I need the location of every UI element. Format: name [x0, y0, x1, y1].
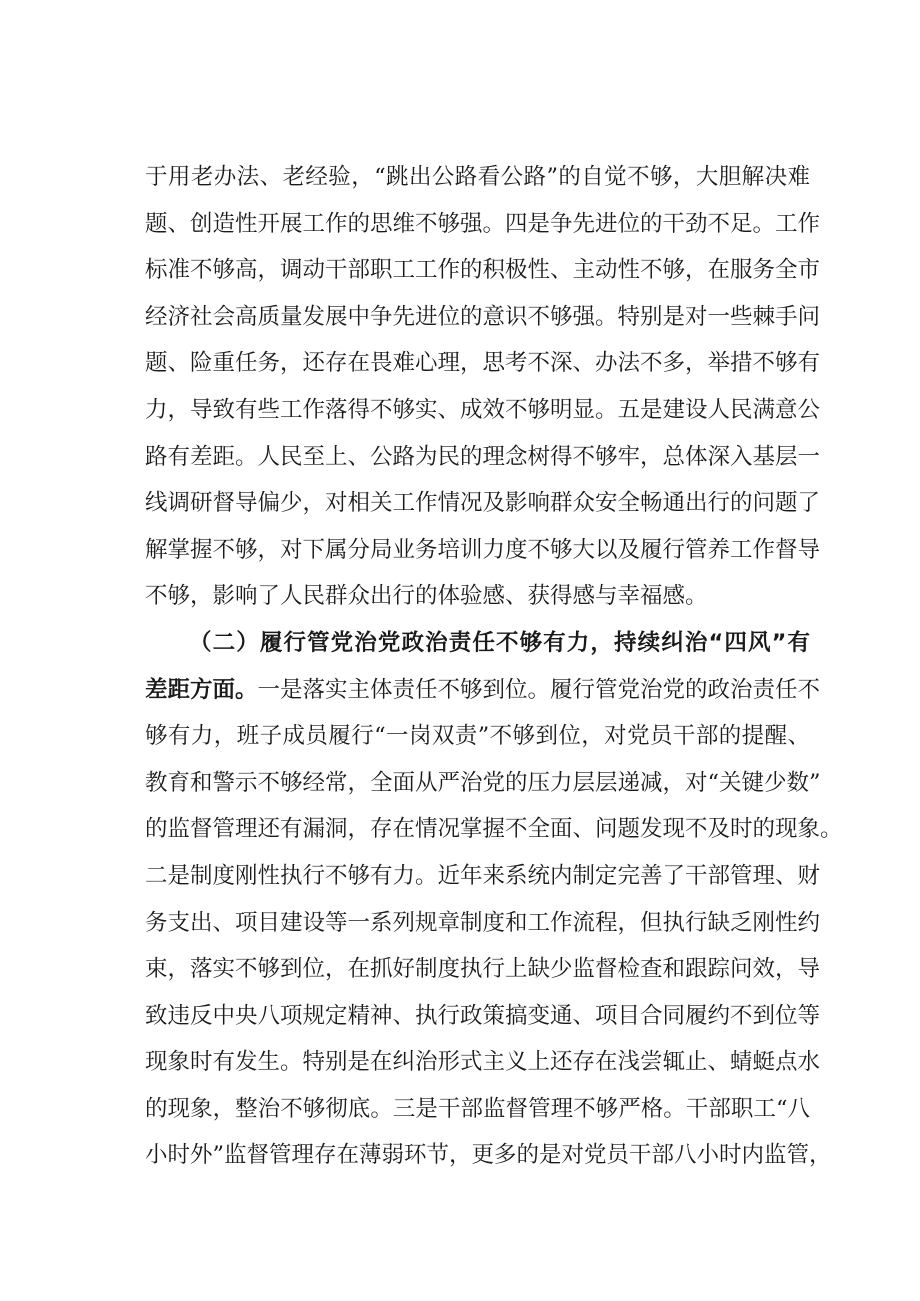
paragraph-line: 于用老办法、老经验，“跳出公路看公路”的自觉不够，大胆解决难 — [145, 164, 810, 190]
paragraph-line: 题、创造性开展工作的思维不够强。四是争先进位的干劲不足。工作 — [145, 210, 821, 237]
paragraph-line: 的监督管理还有漏洞，存在情况掌握不全面、问题发现不及时的现象。 — [145, 816, 843, 843]
section-text: 一是落实主体责任不够到位。履行管党治党的政治责任不 — [257, 676, 821, 703]
paragraph-line: 束，落实不够到位，在抓好制度执行上缺少监督检查和跟踪问效，导 — [145, 956, 821, 983]
paragraph-line: 路有差距。人民至上、公路为民的理念树得不够牢，总体深入基层一 — [145, 443, 821, 470]
paragraph-line: 致违反中央八项规定精神、执行政策搞变通、项目合同履约不到位等 — [145, 1002, 821, 1029]
paragraph-line: 教育和警示不够经常，全面从严治党的压力层层递减，对“关键少数” — [145, 769, 821, 796]
paragraph-line: 经济社会高质量发展中争先进位的意识不够强。特别是对一些棘手问 — [145, 303, 821, 330]
paragraph-line: 题、险重任务，还存在畏难心理，思考不深、办法不多，举措不够有 — [145, 350, 821, 377]
paragraph-line: 不够，影响了人民群众出行的体验感、获得感与幸福感。 — [145, 583, 708, 610]
body-text — [145, 154, 843, 1179]
paragraph-line: 现象时有发生。特别是在纠治形式主义上还存在浅尝辄止、蜻蜓点水 — [145, 1049, 821, 1076]
paragraph-line: 线调研督导偏少，对相关工作情况及影响群众安全畅通出行的问题了 — [145, 490, 821, 517]
paragraph-line: 解掌握不够，对下属分局业务培训力度不够大以及履行管养工作督导 — [145, 536, 821, 563]
paragraph-line: 标准不够高，调动干部职工工作的积极性、主动性不够，在服务全市 — [145, 257, 821, 284]
paragraph-line: 务支出、项目建设等一系列规章制度和工作流程，但执行缺乏刚性约 — [145, 909, 821, 936]
paragraph-line: 二是制度刚性执行不够有力。近年来系统内制定完善了干部管理、财 — [145, 862, 821, 889]
section-heading: （二）履行管党治党政治责任不够有力，持续纠治“四风”有 — [189, 629, 810, 656]
section-heading-tail: 差距方面。 — [145, 676, 258, 703]
section-heading-continuation — [145, 667, 821, 714]
paragraph-line: 力，导致有些工作落得不够实、成效不够明显。五是建设人民满意公 — [145, 396, 821, 423]
paragraph-line: 小时外”监督管理存在薄弱环节，更多的是对党员干部八小时内监管， — [145, 1142, 832, 1169]
paragraph-line: 够有力，班子成员履行“一岗双责”不够到位，对党员干部的提醒、 — [145, 723, 810, 750]
paragraph-line: 的现象，整治不够彻底。三是干部监督管理不够严格。干部职工“八 — [145, 1095, 810, 1122]
